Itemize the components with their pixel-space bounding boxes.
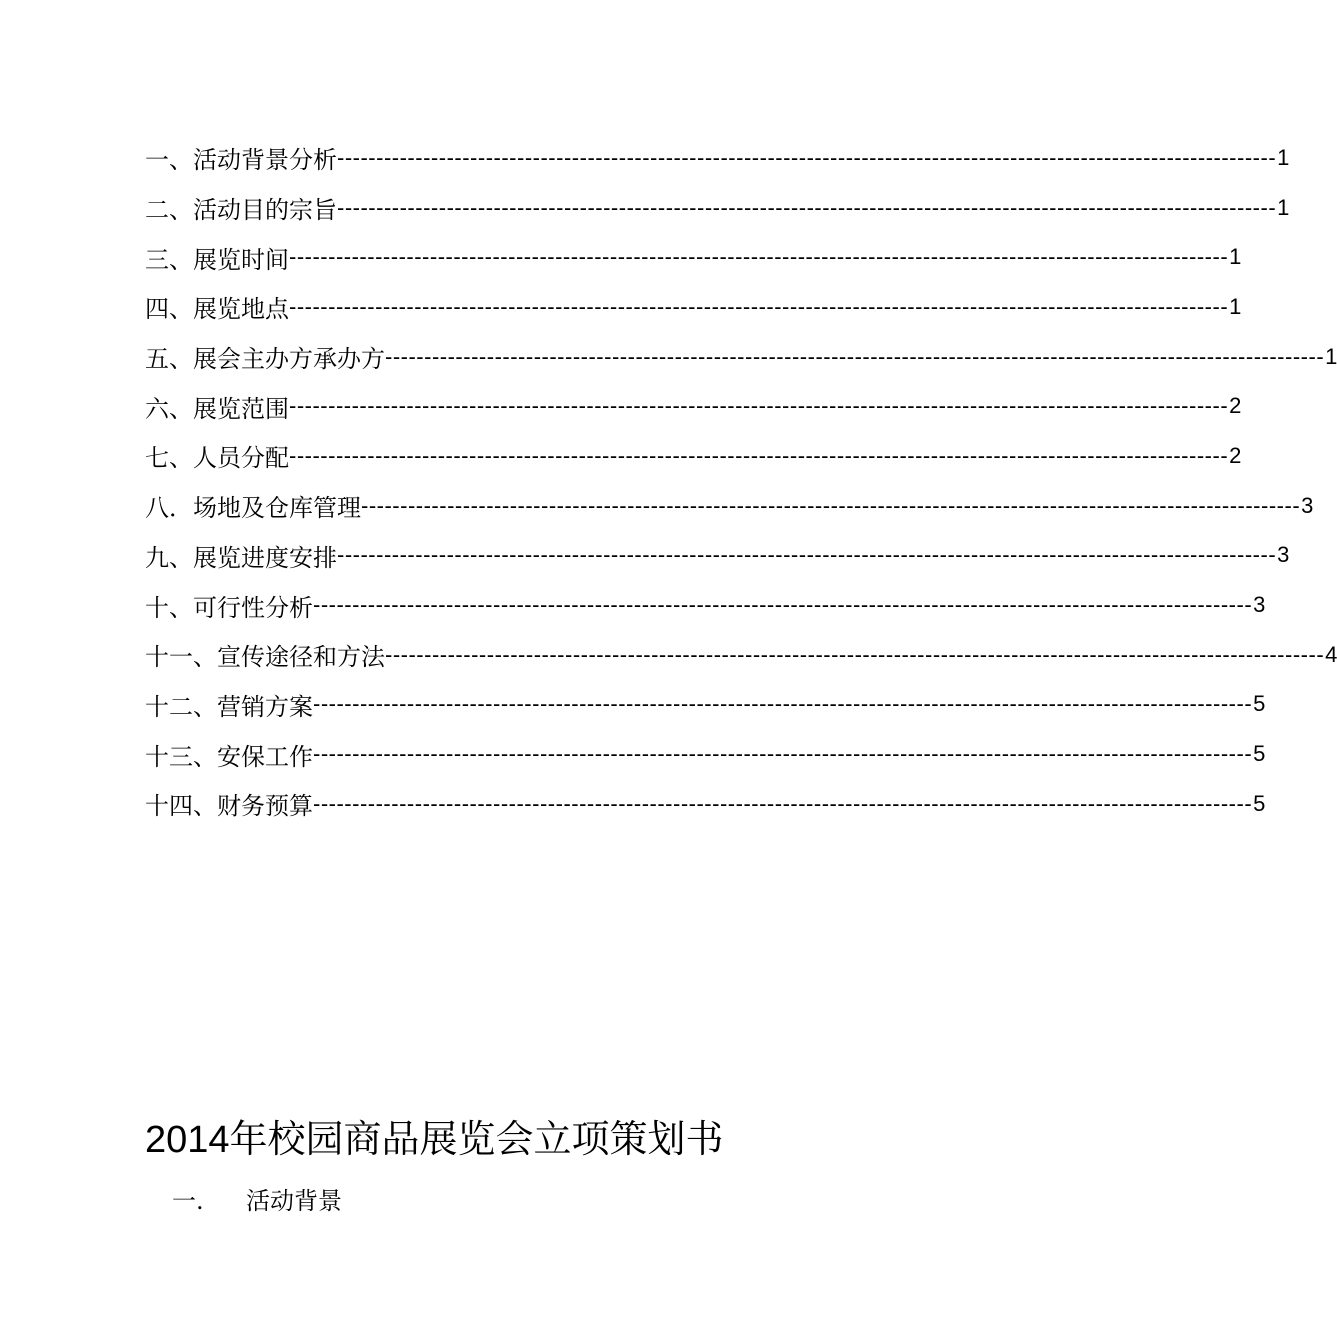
toc-entry-page-number: 1 [1277,194,1290,220]
toc-entry-title: 十二、营销方案 [145,692,313,721]
toc-entry-page-number: 5 [1253,691,1266,717]
toc-entry-title: 十四、财务预算 [145,792,313,821]
toc-entry-page-number: 5 [1253,790,1266,816]
toc-dash-leader: ------------------------------------------------------------------------------------------------------------------------ [337,144,1277,170]
toc-entry-page-number: 4 [1325,641,1337,667]
document-title-year: 2014 [145,1119,230,1161]
toc-dash-leader: ------------------------------------------------------------------------------------------------------------------------ [313,741,1253,767]
toc-dash-leader: ------------------------------------------------------------------------------------------------------------------------ [337,542,1277,568]
toc-entry[interactable] [145,680,1266,730]
toc-entry[interactable] [145,481,1314,531]
document-title-text: 年校园商品展览会立项策划书 [229,1117,724,1161]
toc-entry-title: 十三、安保工作 [145,742,313,771]
toc-entry[interactable] [145,729,1266,779]
toc-entry-title: 七、人员分配 [145,444,289,473]
toc-dash-leader: ------------------------------------------------------------------------------------------------------------------------ [385,641,1325,667]
toc-entry[interactable] [145,531,1290,581]
toc-dash-leader: ------------------------------------------------------------------------------------------------------------------------ [313,691,1253,717]
toc-entry[interactable] [145,580,1266,630]
toc-dash-leader: ------------------------------------------------------------------------------------------------------------------------ [337,194,1277,220]
toc-dash-leader: ------------------------------------------------------------------------------------------------------------------------ [313,592,1253,618]
toc-entry[interactable] [145,381,1242,431]
table-of-contents [145,133,1337,829]
toc-dash-leader: ------------------------------------------------------------------------------------------------------------------------ [313,790,1253,816]
toc-entry-title: 八．场地及仓库管理 [145,494,361,523]
toc-dash-leader: ------------------------------------------------------------------------------------------------------------------------ [361,492,1301,518]
toc-entry-page-number: 3 [1253,592,1266,618]
toc-entry-page-number: 1 [1229,293,1242,319]
toc-entry-title: 九、展览进度安排 [145,543,337,572]
toc-dash-leader: ------------------------------------------------------------------------------------------------------------------------ [289,244,1229,270]
section-heading [172,1181,342,1216]
toc-entry[interactable] [145,133,1290,183]
toc-entry[interactable] [145,779,1266,829]
toc-entry-page-number: 3 [1277,542,1290,568]
toc-entry-title: 十一、宣传途径和方法 [145,643,385,672]
toc-entry-title: 三、展览时间 [145,245,289,274]
toc-entry[interactable] [145,183,1290,233]
toc-entry-title: 四、展览地点 [145,295,289,324]
toc-entry-page-number: 1 [1277,144,1290,170]
toc-entry-page-number: 2 [1229,442,1242,468]
section-title: 活动背景 [246,1187,342,1215]
toc-entry-page-number: 1 [1325,343,1337,369]
toc-entry[interactable] [145,630,1337,680]
toc-dash-leader: ------------------------------------------------------------------------------------------------------------------------ [289,442,1229,468]
toc-entry-page-number: 5 [1253,741,1266,767]
toc-entry-title: 一、活动背景分析 [145,146,337,175]
toc-entry-title: 二、活动目的宗旨 [145,196,337,225]
toc-entry[interactable] [145,431,1242,481]
document-title [145,1108,724,1163]
toc-entry[interactable] [145,332,1337,382]
toc-entry-title: 十、可行性分析 [145,593,313,622]
toc-entry[interactable] [145,232,1242,282]
toc-entry-title: 五、展会主办方承办方 [145,345,385,374]
toc-dash-leader: ------------------------------------------------------------------------------------------------------------------------ [289,293,1229,319]
toc-entry-title: 六、展览范围 [145,394,289,423]
section-number: 一. [172,1187,204,1215]
toc-entry-page-number: 2 [1229,393,1242,419]
toc-entry-page-number: 1 [1229,244,1242,270]
toc-dash-leader: ------------------------------------------------------------------------------------------------------------------------ [385,343,1325,369]
toc-entry[interactable] [145,282,1242,332]
toc-entry-page-number: 3 [1301,492,1314,518]
toc-dash-leader: ------------------------------------------------------------------------------------------------------------------------ [289,393,1229,419]
